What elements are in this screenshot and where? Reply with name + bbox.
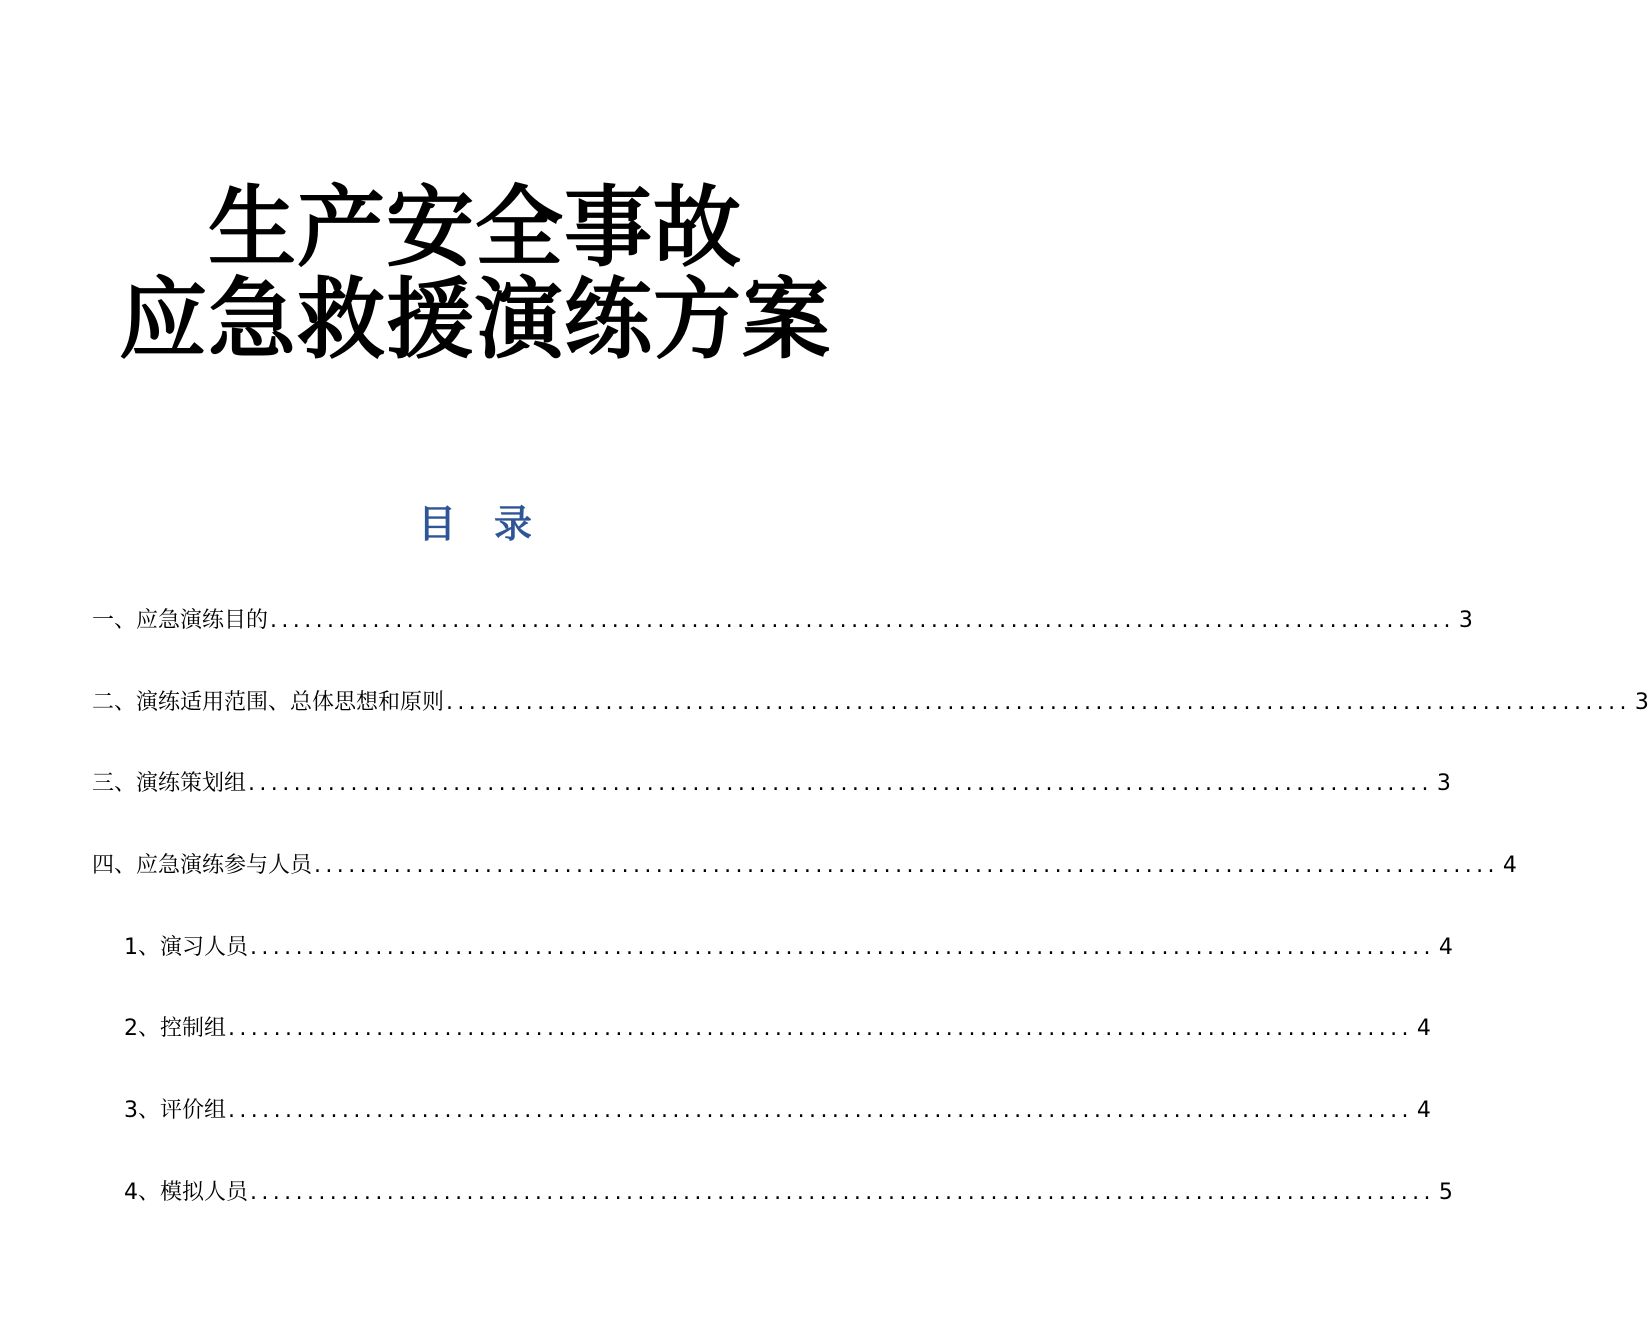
toc-page-number: 3 — [1458, 608, 1473, 633]
toc-entry-text: 3、评价组 — [124, 1098, 226, 1123]
title-line-1: 生产安全事故 — [207, 176, 742, 279]
toc-leader-dots: ........................................................................................................ — [250, 1180, 1435, 1205]
toc-entry-text: 2、控制组 — [124, 1016, 226, 1041]
toc-page-number: 5 — [1438, 1180, 1453, 1205]
toc-page-number: 3 — [1634, 690, 1649, 715]
toc-entry[interactable] — [124, 1178, 1453, 1208]
toc-page-number: 4 — [1438, 935, 1453, 960]
toc-page-number: 4 — [1502, 853, 1517, 878]
toc-entry-text: 4、模拟人员 — [124, 1180, 248, 1205]
toc-entry[interactable] — [92, 851, 1517, 881]
toc-entry[interactable] — [92, 769, 1451, 799]
toc-entry-text: 一、应急演练目的 — [92, 608, 269, 633]
toc-entry-text: 三、演练策划组 — [92, 771, 247, 796]
toc-leader-dots: ........................................................................................................ — [228, 1098, 1413, 1123]
toc-page-number: 4 — [1416, 1016, 1431, 1041]
toc-entry[interactable] — [92, 688, 1649, 718]
toc-leader-dots: ........................................................................................................ — [228, 1016, 1413, 1041]
toc-leader-dots: ........................................................................................................ — [250, 935, 1435, 960]
toc-leader-dots: ........................................................................................................ — [314, 853, 1499, 878]
toc-leader-dots: ........................................................................................................ — [446, 690, 1631, 715]
toc-entry[interactable] — [92, 606, 1473, 636]
toc-entry[interactable] — [124, 1096, 1431, 1126]
toc-page-number: 4 — [1416, 1098, 1431, 1123]
toc-entry-text: 二、演练适用范围、总体思想和原则 — [92, 690, 445, 715]
toc-leader-dots: ........................................................................................................ — [270, 608, 1455, 633]
toc-entry[interactable] — [124, 933, 1453, 963]
title-line-2: 应急救援演练方案 — [118, 268, 831, 371]
toc-page-number: 3 — [1436, 771, 1451, 796]
toc-leader-dots: ........................................................................................................ — [248, 771, 1433, 796]
toc-entry-text: 四、应急演练参与人员 — [92, 853, 313, 878]
toc-entry-text: 1、演习人员 — [124, 935, 248, 960]
toc-heading: 目 录 — [417, 502, 532, 546]
toc-entry[interactable] — [124, 1014, 1431, 1044]
